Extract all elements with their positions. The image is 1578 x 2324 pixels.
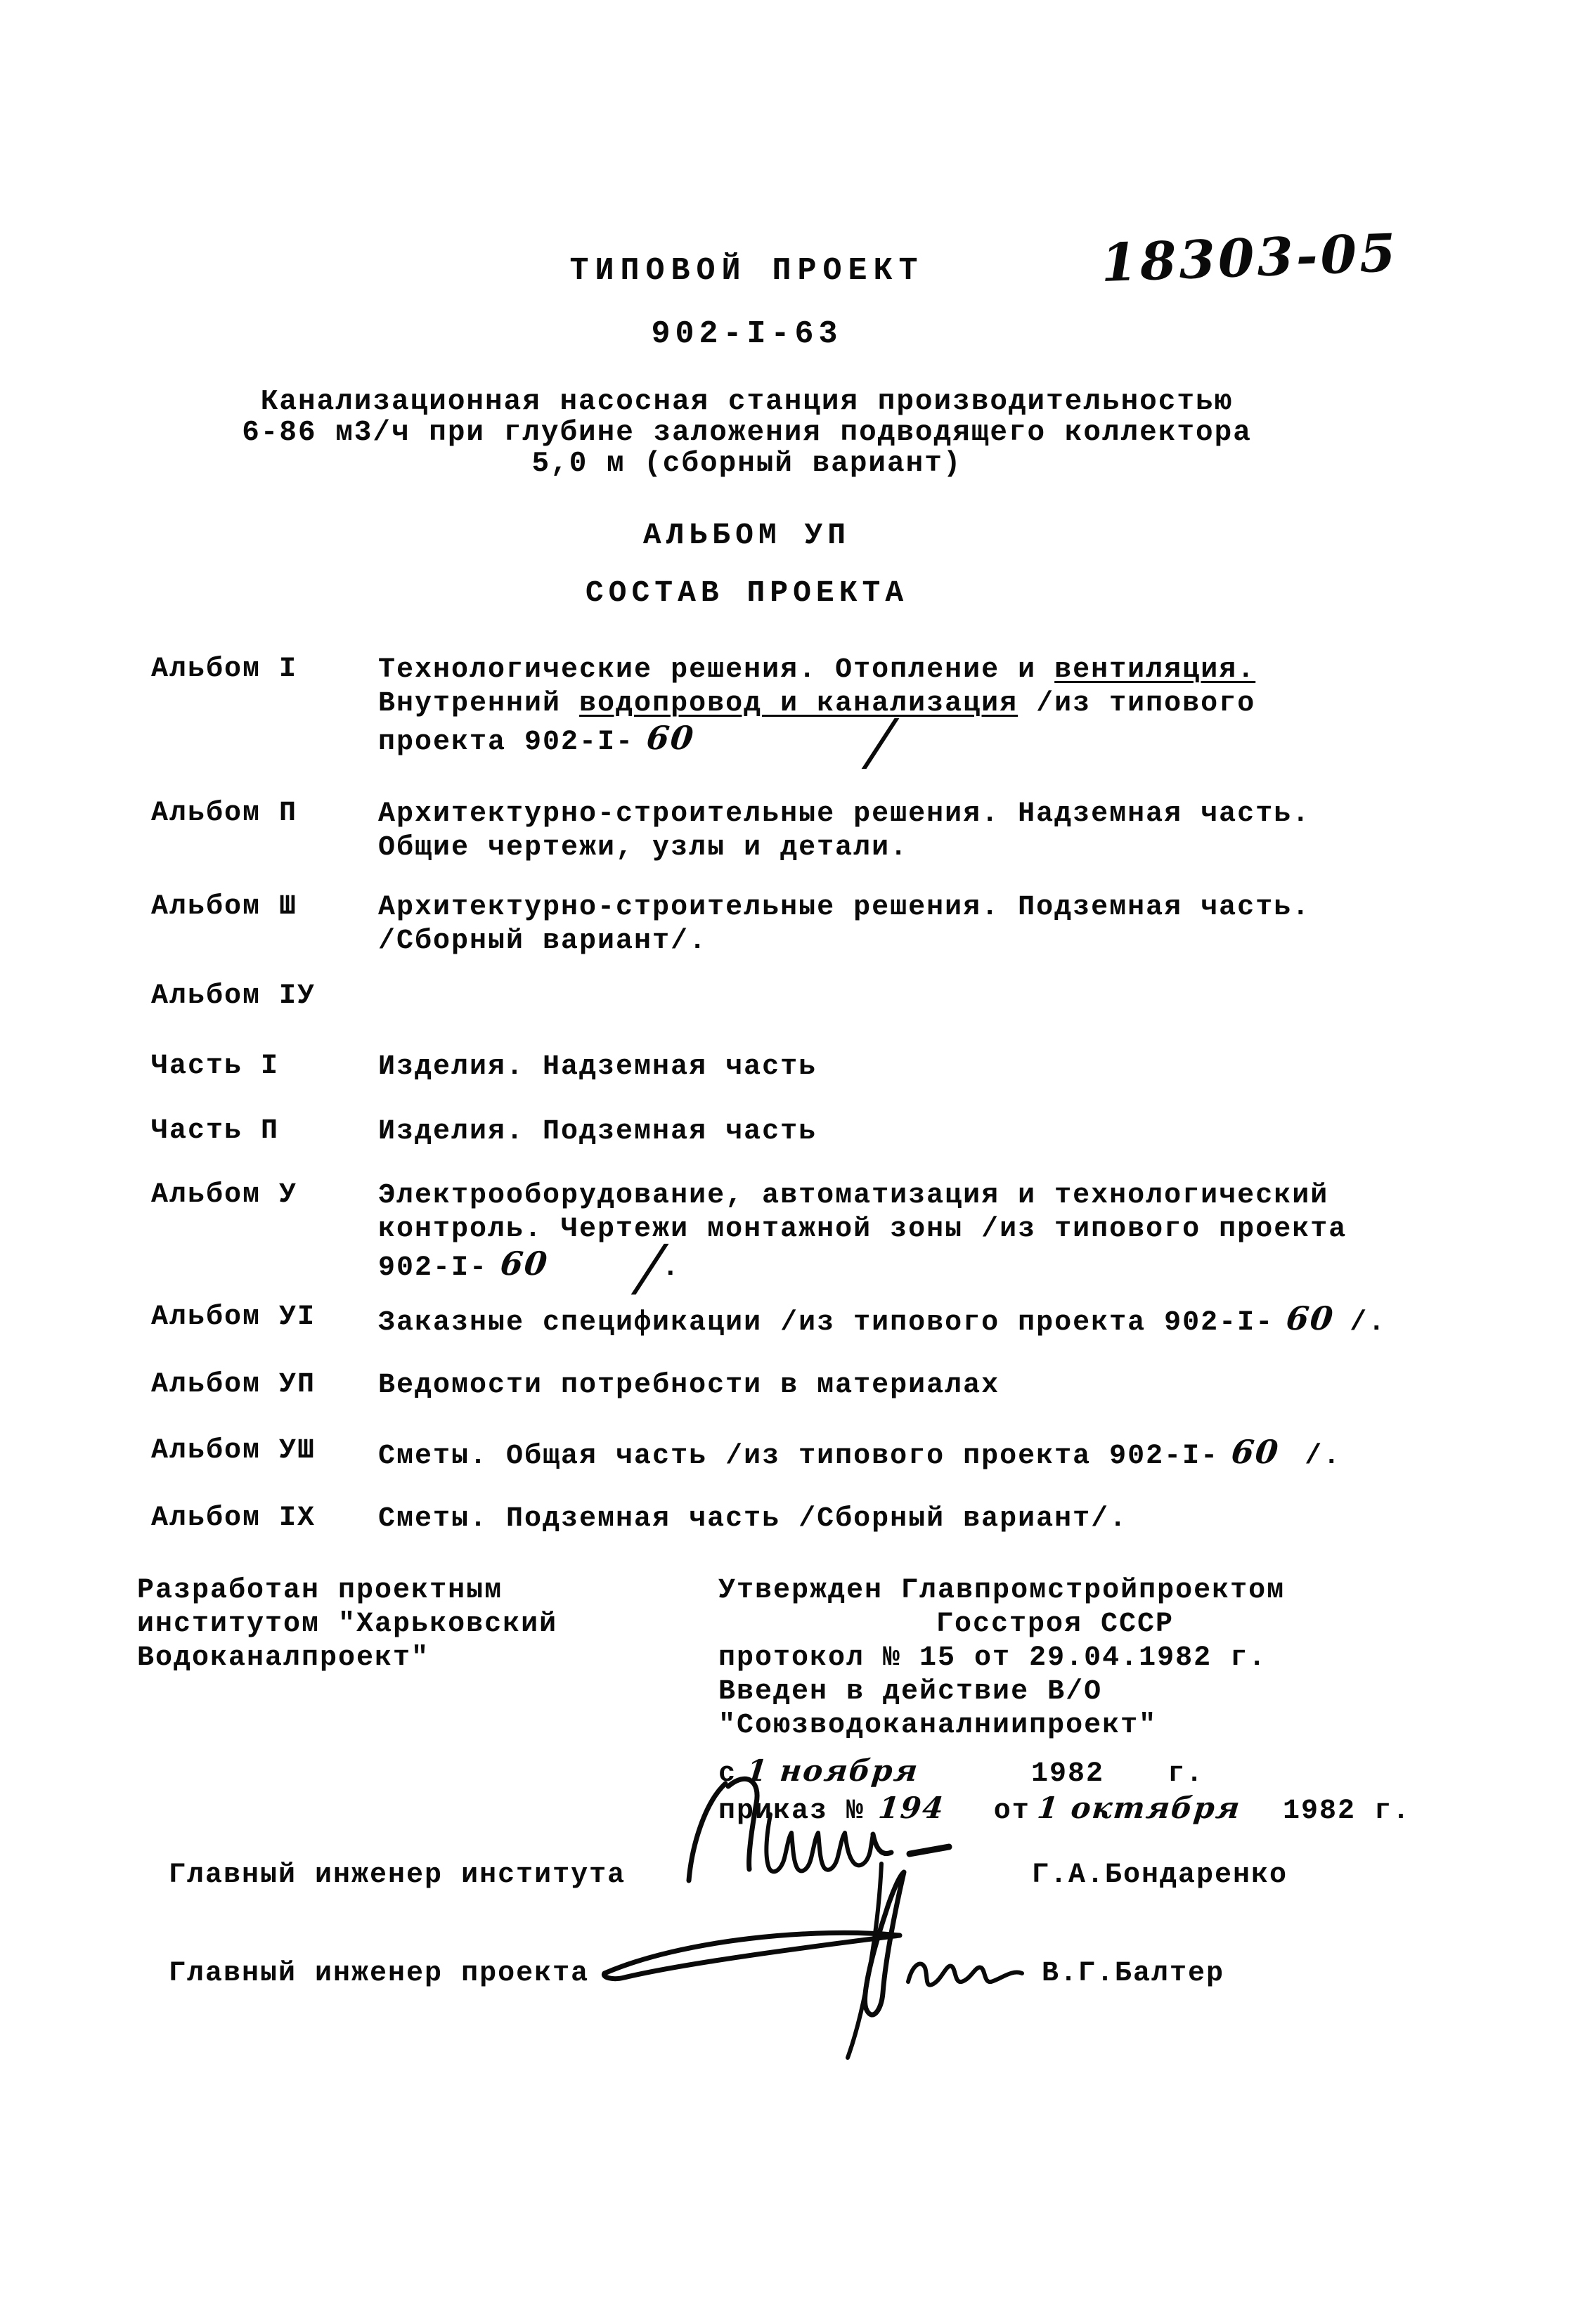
project-title-line-3: 5,0 м (сборный вариант) [531,448,962,480]
part-1-desc: Изделия. Надземная часть [378,1051,817,1083]
album-1-text: проекта 902-I- [378,727,635,758]
chief-engineer-project-label: Главный инженер проекта [169,1958,590,1989]
effective-prefix: с [718,1758,737,1790]
developed-line-3: Водоканалпроект" [137,1642,430,1674]
handwritten-code-text: 18303-05 [1099,223,1399,294]
part-2-desc: Изделия. Подземная часть [378,1116,817,1148]
approved-line-1: Утвержден Главпромстройпроектом [718,1575,1286,1606]
album-5-desc [378,1179,1347,1304]
album-1-text: /из типового [1018,688,1256,720]
album-1-desc-line-3: проекта 902-I- 60 / [378,706,898,778]
album-5-desc-line-1: Электрооборудование, автоматизация и технологический [378,1180,1329,1212]
album-5-label: Альбом У [151,1179,298,1211]
album-6-text: /. [1350,1307,1387,1339]
order-mid-text: от [993,1796,1030,1827]
chief-engineer-institute-name: Г.А.Бондаренко [1032,1859,1288,1891]
album-6-handwritten-number: 60 [1284,1299,1337,1337]
part-1-label: Часть I [151,1051,280,1082]
developed-line-1: Разработан проектным [137,1575,503,1606]
album-heading: АЛЬБОМ УП [642,518,851,552]
album-1-text: Технологические решения. Отопление и [378,654,1055,686]
approved-line-2: Госстроя СССР [936,1609,1175,1640]
album-6-desc [378,1301,1386,1340]
approved-line-5: "Союзводоканалниипроект" [718,1710,1158,1741]
album-9-desc: Сметы. Подземная часть /Сборный вариант/. [378,1503,1128,1535]
album-9-label: Альбом IX [151,1502,316,1534]
album-1-desc-line-1 [378,654,1255,687]
project-title-line-1: Канализационная насосная станция производительностью [260,386,1234,418]
album-5-handwritten-number: 60 [498,1245,550,1283]
album-2-desc [378,798,1310,865]
section-heading: СОСТАВ ПРОЕКТА [585,576,909,610]
album-5-desc-line-2: контроль. Чертежи монтажной зоны /из типового проекта [378,1214,1347,1245]
chief-engineer-project-name: В.Г.Балтер [1042,1958,1225,1989]
effective-suffix: г. [1168,1758,1205,1790]
effective-handwritten-date: 1 ноября [744,1753,921,1788]
album-3-desc [378,891,1310,959]
album-3-desc-line-1: Архитектурно-строительные решения. Подземная часть. [378,892,1311,923]
album-4-label: Альбом IУ [151,980,316,1012]
album-7-label: Альбом УП [151,1369,316,1401]
album-8-handwritten-number: 60 [1229,1433,1282,1471]
album-6-label: Альбом УI [151,1301,316,1333]
chief-engineer-institute-label: Главный инженер института [169,1859,626,1891]
album-5-desc-line-3: 902-I- 60 /. [378,1231,680,1304]
album-8-text: Сметы. Общая часть /из типового проекта 902-I- [378,1441,1220,1472]
album-5-text: . [661,1252,680,1284]
album-2-desc-line-2: Общие чертежи, узлы и детали. [378,832,909,864]
album-8-desc [378,1435,1341,1474]
album-1-underlined: водопровод и канализация [579,688,1018,720]
album-1-desc-line-2 [378,687,1255,721]
project-title-line-2: 6-86 м3/ч при глубине заложения подводящего коллектора [242,417,1252,449]
doc-type-heading: ТИПОВОЙ ПРОЕКТ [569,253,924,289]
album-8-label: Альбом УШ [151,1435,316,1467]
order-year: 1982 г. [1283,1796,1411,1827]
order-handwritten-date: 1 октября [1035,1791,1243,1825]
order-prefix: приказ № [718,1796,865,1827]
album-1-text: Внутренний [378,688,580,720]
album-1-handwritten-number: 60 [645,719,697,757]
album-1-underlined: вентиляция. [1054,654,1256,686]
approved-line-3: протокол № 15 от 29.04.1982 г. [718,1642,1267,1674]
album-6-text: Заказные спецификации /из типового проекта 902-I- [378,1307,1274,1339]
project-engineer-signature [590,1848,1068,2066]
approved-line-4: Введен в действие В/О [718,1676,1103,1708]
album-3-label: Альбом Ш [151,891,298,923]
part-2-label: Часть П [151,1115,280,1147]
album-7-desc: Ведомости потребности в материалах [378,1370,1000,1401]
album-2-desc-line-1: Архитектурно-строительные решения. Надземная часть. [378,798,1311,830]
album-2-label: Альбом П [151,798,298,829]
order-handwritten-number: 194 [877,1791,947,1825]
album-1-label: Альбом I [151,654,298,685]
album-5-text: 902-I- [378,1252,489,1284]
effective-year: 1982 [1031,1758,1105,1790]
handwritten-inventory-number [1099,223,1399,294]
album-3-desc-line-2: /Сборный вариант/. [378,926,708,957]
album-8-text: /. [1305,1441,1342,1472]
project-number: 902-I-63 [651,316,843,352]
developed-by-block [137,1574,557,1675]
album-1-desc [378,654,1256,778]
developed-line-2: институтом "Харьковский [137,1609,558,1640]
